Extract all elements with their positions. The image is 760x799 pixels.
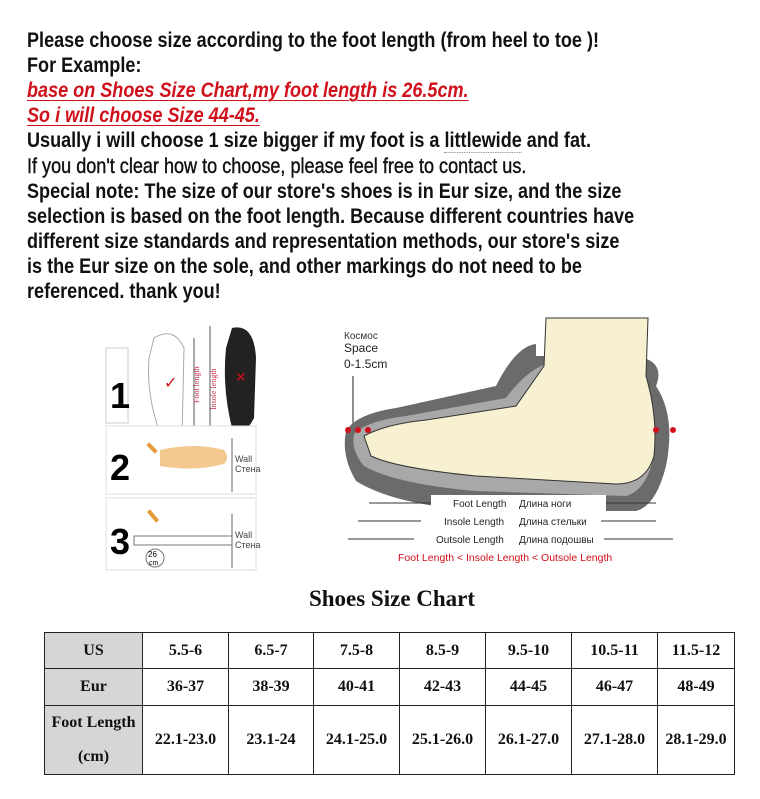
row-header: US xyxy=(45,633,143,669)
foot-length-ru-label: Длина ноги xyxy=(519,499,572,510)
length-relation-label: Foot Length < Insole Length < Outsole Length xyxy=(398,552,613,564)
table-cell: 44-45 xyxy=(486,669,572,706)
table-cell: 27.1-28.0 xyxy=(572,706,658,775)
wall-ru-label: Стена xyxy=(235,464,261,474)
outsole-length-ru-label: Длина подошвы xyxy=(519,535,594,546)
table-cell: 9.5-10 xyxy=(486,633,572,669)
table-cell: 6.5-7 xyxy=(229,633,314,669)
tip-part-c: and fat. xyxy=(521,129,592,152)
row-header xyxy=(45,706,143,775)
measure-value: 26 xyxy=(148,550,157,559)
instruction-line: Please choose size according to the foot length (from heel to toe )! xyxy=(27,29,599,52)
ruler-icon xyxy=(134,536,232,545)
note-line: is the Eur size on the sole, and other markings do not need to be xyxy=(27,255,582,278)
table-cell: 26.1-27.0 xyxy=(486,706,572,775)
tip-part-a: Usually i will choose 1 size bigger if my foot is a xyxy=(27,129,445,152)
foot-length-label: Foot length xyxy=(192,366,201,403)
note-line: selection is based on the foot length. Because different countries have xyxy=(27,205,635,228)
table-cell: 7.5-8 xyxy=(314,633,400,669)
table-cell: 25.1-26.0 xyxy=(400,706,486,775)
table-cell: 28.1-29.0 xyxy=(658,706,735,775)
step-number-1: 1 xyxy=(110,375,131,416)
row-header: Eur xyxy=(45,669,143,706)
size-chart-title: Shoes Size Chart xyxy=(308,586,476,611)
outsole-length-label: Outsole Length xyxy=(436,535,504,546)
measure-unit: cm xyxy=(149,560,159,567)
table-cell: 36-37 xyxy=(143,669,229,706)
table-cell: 42-43 xyxy=(400,669,486,706)
table-cell: 10.5-11 xyxy=(572,633,658,669)
note-line: Special note: The size of our store's shoes is in Eur size, and the size xyxy=(27,180,622,203)
example-line-1: base on Shoes Size Chart,my foot length is 26.5cm. xyxy=(27,79,469,102)
example-line-2: So i will choose Size 44-45. xyxy=(27,104,260,127)
table-cell: 8.5-9 xyxy=(400,633,486,669)
table-cell: 22.1-23.0 xyxy=(143,706,229,775)
note-line: different size standards and representation methods, our store's size xyxy=(27,230,620,253)
foot-side-icon xyxy=(160,446,227,469)
measuring-steps-illustration xyxy=(104,318,264,574)
space-ru-label: Космос xyxy=(344,331,378,342)
wall-label: Wall xyxy=(235,454,253,464)
table-row-foot-length xyxy=(45,706,735,775)
tip-part-b: littlewide xyxy=(444,129,522,152)
insole-length-ru-label: Длина стельки xyxy=(519,517,587,528)
note-line: referenced. thank you! xyxy=(27,280,221,303)
space-range-label: 0-1.5cm xyxy=(344,357,388,371)
step-2-panel xyxy=(106,426,261,494)
table-cell: 23.1-24 xyxy=(229,706,314,775)
table-cell: 40-41 xyxy=(314,669,400,706)
space-label: Space xyxy=(344,341,379,355)
step-3-panel xyxy=(106,498,261,570)
row-header-unit: (cm) xyxy=(77,748,110,765)
insole-length-label: Insole Length xyxy=(444,517,505,528)
table-row-eur xyxy=(45,669,735,706)
table-cell: 46-47 xyxy=(572,669,658,706)
step-number-2: 2 xyxy=(110,447,131,488)
table-row-us xyxy=(45,633,735,669)
table-cell: 11.5-12 xyxy=(658,633,735,669)
wide-foot-tip xyxy=(27,128,591,153)
insole-length-label: Insole length xyxy=(209,368,218,410)
size-chart-table xyxy=(44,632,735,775)
foot-length-label: Foot Length xyxy=(453,499,507,510)
contact-line: If you don't clear how to choose, please feel free to contact us. xyxy=(27,155,527,178)
table-cell: 48-49 xyxy=(658,669,735,706)
check-icon: ✓ xyxy=(164,375,178,392)
wall-label: Wall xyxy=(235,530,253,540)
step-number-3: 3 xyxy=(110,521,131,562)
table-cell: 5.5-6 xyxy=(143,633,229,669)
table-cell: 38-39 xyxy=(229,669,314,706)
example-heading: For Example: xyxy=(27,54,142,77)
row-header-line: Foot Length xyxy=(51,714,136,731)
table-cell: 24.1-25.0 xyxy=(314,706,400,775)
shoe-length-diagram xyxy=(336,316,696,576)
cross-icon: ✕ xyxy=(235,369,247,385)
wall-ru-label: Стена xyxy=(235,540,261,550)
